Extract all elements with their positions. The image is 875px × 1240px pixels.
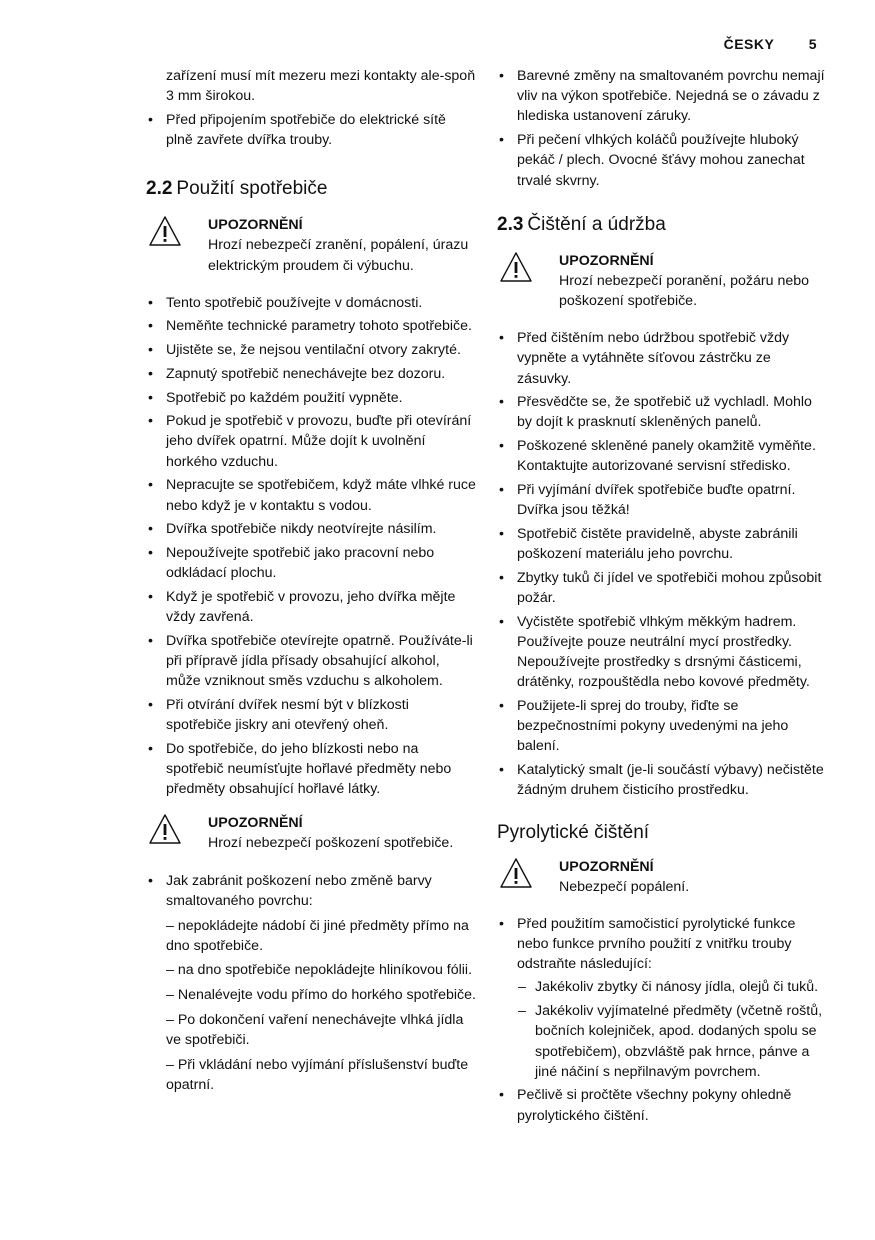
- pyrolytic-intro: Před použitím samočisticí pyrolytické funkce nebo funkce prvního použití z vnitřku trouby odstraňte následující:: [517, 915, 796, 973]
- list-item: • Použijete-li sprej do trouby, řiďte se bezpečnostními pokyny uvedenými na jeho balení.: [497, 696, 827, 757]
- section-title: Čištění a údržba: [527, 213, 666, 235]
- top-bullet-list: [497, 66, 827, 191]
- pyrolytic-heading: Pyrolytické čištění: [497, 821, 650, 843]
- sub-item: – Jakékoliv zbytky či nánosy jídla, olejů či tuků.: [517, 977, 827, 997]
- damage-subitems: [166, 916, 476, 1096]
- list-item: • Před připojením spotřebiče do elektrické sítě plně zavřete dvířka trouby.: [146, 110, 476, 150]
- right-column: [497, 66, 827, 1129]
- warning-triangle-icon: [499, 857, 533, 889]
- list-item: • Nepoužívejte spotřebič jako pracovní nebo odkládací plochu.: [146, 543, 476, 583]
- list-item: • Přesvědčte se, že spotřebič už vychladl. Mohlo by dojít k prasknutí skleněných panelů.: [497, 392, 827, 432]
- list-item: • Pokud je spotřebič v provozu, buďte při otevírání jeho dvířek opatrní. Může dojít k uvolnění horkého vzduchu.: [146, 411, 476, 472]
- usage-bullet-list: [146, 293, 476, 800]
- list-item: • Neměňte technické parametry tohoto spotřebiče.: [146, 316, 476, 336]
- list-item: • Katalytický smalt (je-li součástí výbavy) nečistěte žádným druhem čisticího prostředku.: [497, 760, 827, 800]
- sub-item: – Při vkládání nebo vyjímání příslušenství buďte opatrní.: [166, 1056, 469, 1093]
- sub-item: – Po dokončení vaření nenechávejte vlhká jídla ve spotřebiči.: [166, 1011, 464, 1049]
- list-item: • Spotřebič po každém použití vypněte.: [146, 388, 476, 408]
- intro-bullet-list: [146, 110, 476, 150]
- warning-title: UPOZORNĚNÍ: [208, 815, 303, 832]
- list-item: • Barevné změny na smaltovaném povrchu nemají vliv na výkon spotřebiče. Nejedná se o závadu z hlediska ustanovení záruky.: [497, 66, 827, 127]
- warning-triangle-icon: [148, 813, 182, 845]
- language-label: ČESKY: [723, 36, 775, 52]
- warning-box: [146, 813, 476, 853]
- warning-text: Hrozí nebezpečí poranění, požáru nebo poškození spotřebiče.: [559, 272, 810, 309]
- warning-triangle-icon: [499, 251, 533, 283]
- warning-box: [497, 251, 827, 311]
- list-item: • Do spotřebiče, do jeho blízkosti nebo na spotřebič neumísťujte hořlavé předměty nebo předměty obsahující hořlavé látky.: [146, 739, 476, 800]
- sub-item: – nepokládejte nádobí či jiné předměty přímo na dno spotřebiče.: [166, 917, 469, 954]
- list-item: • Zbytky tuků či jídel ve spotřebiči mohou způsobit požár.: [497, 568, 827, 608]
- section-number: 2.3: [497, 213, 524, 235]
- warning-text: Nebezpečí popálení.: [559, 878, 690, 895]
- section-title: Použití spotřebiče: [176, 178, 328, 200]
- list-item: • Při pečení vlhkých koláčů používejte hluboký pekáč / plech. Ovocné šťávy mohou zanechat trvalé skvrny.: [497, 130, 827, 191]
- sub-item: – na dno spotřebiče nepokládejte hliníkovou fólii.: [166, 962, 473, 979]
- list-item: • Poškozené skleněné panely okamžitě vyměňte. Kontaktujte autorizované servisní středisko.: [497, 436, 827, 476]
- list-item: • Vyčistěte spotřebič vlhkým měkkým hadrem. Používejte pouze neutrální mycí prostředky. Nepoužívejte prostředky s drsnými částicemi, drátěnky, rozpouštědla nebo kovové předměty.: [497, 612, 827, 693]
- page-number: 5: [808, 36, 817, 52]
- warning-text: Hrozí nebezpečí zranění, popálení, úrazu elektrickým proudem či výbuchu.: [208, 237, 469, 274]
- section-number: 2.2: [146, 178, 173, 200]
- list-item: • Nepracujte se spotřebičem, když máte vlhké ruce nebo když je v kontaktu s vodou.: [146, 475, 476, 515]
- warning-triangle-icon: [148, 215, 182, 247]
- warning-text: Hrozí nebezpečí poškození spotřebiče.: [208, 835, 454, 852]
- list-item: [497, 914, 827, 1082]
- warning-title: UPOZORNĚNÍ: [559, 252, 654, 269]
- list-item: • Dvířka spotřebiče otevírejte opatrně. Používáte-li při přípravě jídla přísady obsahující alkohol, může vzniknout směs vzduchu s alkoholem.: [146, 631, 476, 692]
- warning-box: [146, 215, 476, 275]
- list-item: • Zapnutý spotřebič nenechávejte bez dozoru.: [146, 364, 476, 384]
- pyrolytic-bullet-list: [497, 914, 827, 1126]
- list-item: • Když je spotřebič v provozu, jeho dvířka mějte vždy zavřená.: [146, 587, 476, 627]
- pyrolytic-subitems: [517, 977, 827, 1082]
- damage-bullet-list: [146, 871, 476, 1096]
- page-header: [724, 36, 817, 52]
- list-item: [146, 871, 476, 1096]
- sub-item: – Nenalévejte vodu přímo do horkého spotřebiče.: [166, 987, 476, 1004]
- list-item: • Ujistěte se, že nejsou ventilační otvory zakryté.: [146, 340, 476, 360]
- list-item: • Tento spotřebič používejte v domácnosti.: [146, 293, 476, 313]
- warning-title: UPOZORNĚNÍ: [208, 217, 303, 234]
- sub-item: – Jakékoliv vyjímatelné předměty (včetně roštů, bočních kolejniček, apod. dodaných spolu se spotřebičem), obzvláště pak hrnce, pánve a jiné náčiní s nepřilnavým povrchem.: [517, 1001, 827, 1082]
- list-item: • Dvířka spotřebiče nikdy neotvírejte násilím.: [146, 519, 476, 539]
- list-item: • Před čištěním nebo údržbou spotřebič vždy vypněte a vytáhněte síťovou zástrčku ze zásuvky.: [497, 328, 827, 389]
- left-column: [146, 66, 476, 1099]
- warning-title: UPOZORNĚNÍ: [559, 858, 654, 875]
- list-item: • Při vyjímání dvířek spotřebiče buďte opatrní. Dvířka jsou těžká!: [497, 480, 827, 520]
- section-heading-2-3: [497, 213, 827, 237]
- list-item: • Při otvírání dvířek nesmí být v blízkosti spotřebiče jiskry ani otevřený oheň.: [146, 695, 476, 735]
- list-item: • Spotřebič čistěte pravidelně, abyste zabránili poškození materiálu jeho povrchu.: [497, 524, 827, 564]
- warning-box: [497, 857, 827, 897]
- cleaning-bullet-list: [497, 328, 827, 800]
- intro-continuation: zařízení musí mít mezeru mezi kontakty ale-spoň 3 mm širokou.: [166, 68, 476, 105]
- list-item: • Pečlivě si pročtěte všechny pokyny ohledně pyrolytického čištění.: [497, 1085, 827, 1125]
- section-heading-2-2: [146, 177, 476, 201]
- damage-intro: Jak zabránit poškození nebo změně barvy smaltovaného povrchu:: [166, 872, 432, 909]
